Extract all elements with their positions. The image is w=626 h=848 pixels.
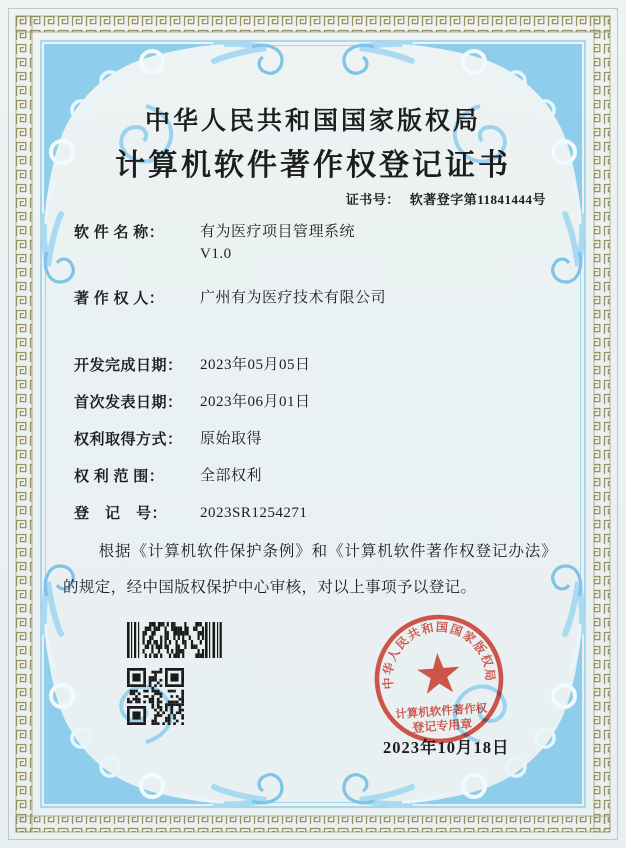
certificate-title: 计算机软件著作权登记证书: [115, 149, 511, 182]
field-label: 著 作 权 人：: [74, 291, 165, 307]
field-label: 软 件 名 称：: [74, 225, 165, 241]
seal-text-line1: 计算机软件著作权: [394, 702, 488, 722]
issue-date: 2023年10月18日: [383, 738, 510, 757]
right-scope: 全部权利: [200, 468, 263, 484]
certificate-number-value: 软著登字第11841444号: [409, 192, 546, 207]
field-label: 开发完成日期：: [74, 358, 183, 374]
field-label: 登 记 号：: [74, 506, 168, 522]
field-right-scope: [74, 465, 262, 487]
certificate-number: [346, 189, 546, 208]
registration-no: 2023SR1254271: [200, 505, 308, 521]
certificate-number-label: 证书号：: [345, 192, 400, 207]
first-publish-date: 2023年06月01日: [200, 394, 311, 410]
field-registration-no: [74, 502, 307, 524]
registration-statement: 根据《计算机软件保护条例》和《计算机软件著作权登记办法》的规定，经中国版权保护中心审核，对以上事项予以登记。: [63, 543, 557, 596]
dev-complete-date: 2023年05月05日: [200, 357, 311, 373]
qr-code: [127, 668, 184, 725]
right-acquisition: 原始取得: [200, 431, 263, 447]
barcode: [127, 622, 222, 658]
issuer-title: 中华人民共和国国家版权局: [144, 108, 481, 135]
field-first-publish-date: [74, 391, 311, 413]
software-version: V1.0: [200, 246, 232, 262]
field-value: [200, 221, 355, 265]
field-label: 权 利 范 围：: [74, 469, 165, 485]
software-name: 有为医疗项目管理系统: [200, 224, 356, 240]
seal-ring-text: 中华人民共和国国家版权局: [380, 620, 498, 690]
field-right-acquisition: [74, 428, 262, 450]
field-dev-complete-date: [74, 354, 311, 376]
copyright-owner: 广州有为医疗技术有限公司: [200, 290, 387, 306]
field-copyright-owner: [74, 287, 386, 309]
field-label: 权利取得方式：: [74, 432, 183, 448]
field-label: 首次发表日期：: [74, 395, 183, 411]
field-software-name: [74, 221, 355, 265]
seal-text-line2: 登记专用章: [411, 716, 473, 735]
seal-star-icon: [416, 652, 461, 695]
